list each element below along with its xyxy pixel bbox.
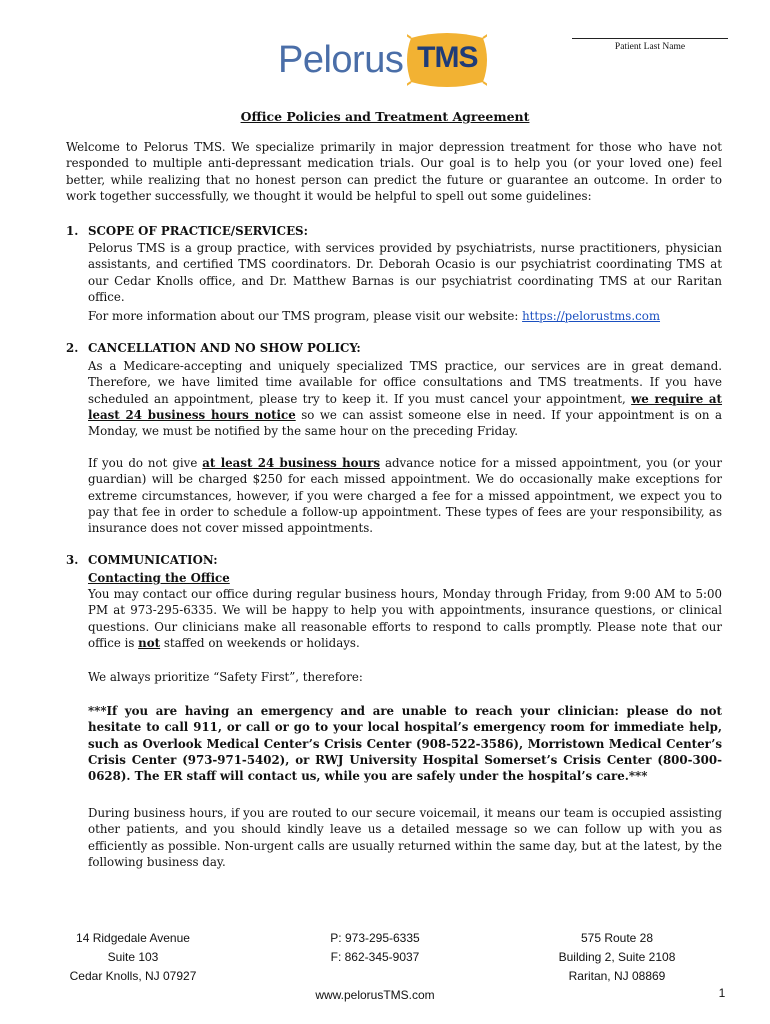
noshow-text-c: advance notice for a missed appointment, you (or your guardian) will be charged $250 for each missed appointment. We do occasionally make exceptions for extreme circumstances, however, if you were charged a fee for a missed appointment, we expect you to pay that fee in order to schedule a follow-up appointment. These types of fees are your responsibility, as insurance does not cover missed appointments.	[88, 456, 722, 536]
cancel-text-c: so we can assist someone else in need. If your appointment is on a Monday, we must be notified by the same hour on the preceding Friday.	[88, 407, 722, 439]
website-intro-text: For more information about our TMS program, please visit our website:	[88, 309, 523, 323]
logo-badge	[407, 32, 487, 88]
cancel-emphasis: we require at least 24 business hours notice	[88, 391, 723, 422]
section-3-paragraph-2: We always prioritize “Safety First”, therefore:	[88, 670, 363, 684]
section-2-paragraph-1	[88, 358, 722, 439]
page-number: 1	[718, 986, 726, 1000]
contact-text-a: You may contact our office during regular business hours, Monday through Friday, from 9:00 AM to 5:00 PM at 973-295-6335. We will be happy to help you with appointments, insurance questions, or clinical questions. Our clinicians make all reasonable efforts to respond to calls promptly. Please note that our office is	[88, 587, 722, 650]
section-3-paragraph-1	[88, 586, 722, 651]
footer-fax: F: 862-345-9037	[330, 950, 420, 964]
emergency-paragraph: ***If you are having an emergency and are unable to reach your clinician: please do not hesitate to call 911, or call or go to your local hospital’s emergency room for immediate help, such as Overlook Medical Center’s Crisis Center (908-522-3586), Morristown Medical Center’s Crisis Center (973-971-5402), or RWJ University Hospital Somerset’s Crisis Center (800-300-0628). The ER staff will contact us, while you are safely under the hospital’s care.***	[88, 704, 722, 784]
section-3-subheading: Contacting the Office	[88, 571, 230, 585]
footer-right-line: Raritan, NJ 08869	[568, 969, 666, 983]
page-title: Office Policies and Treatment Agreement	[240, 109, 530, 124]
section-1-website-line	[88, 308, 722, 324]
contact-text-c: staffed on weekends or holidays.	[160, 635, 360, 650]
footer-phone-fax	[290, 929, 460, 967]
section-1-heading: SCOPE OF PRACTICE/SERVICES:	[88, 224, 308, 238]
footer-right-line: 575 Route 28	[580, 931, 654, 945]
logo-wordmark: Pelorus	[278, 38, 404, 81]
footer-left-line: Cedar Knolls, NJ 07927	[69, 969, 197, 983]
footer-website: www.pelorusTMS.com	[315, 988, 435, 1002]
cancel-text-a: As a Medicare-accepting and uniquely specialized TMS practice, our services are in great demand. Therefore, we have limited time available for office consultations and TMS treatments. If you have scheduled an appointment, please try to keep it. If you must cancel your appointment,	[88, 359, 722, 406]
section-3-number: 3.	[66, 553, 79, 567]
footer-right-line: Building 2, Suite 2108	[558, 950, 676, 964]
contact-not: not	[138, 635, 161, 650]
noshow-text-a: If you do not give	[88, 456, 203, 470]
footer-left-line: 14 Ridgedale Avenue	[76, 931, 190, 945]
section-2-heading: CANCELLATION AND NO SHOW POLICY:	[88, 341, 361, 355]
footer-phone: P: 973-295-6335	[330, 931, 420, 945]
footer-right-address	[532, 929, 702, 986]
pelorus-logo	[278, 30, 487, 90]
intro-paragraph: Welcome to Pelorus TMS. We specialize primarily in major depression treatment for those who have not responded to multiple anti-depressant medication trials. Our goal is to help you (or your loved one) feel better, while realizing that no honest person can predict the future or guarantee an outcome. In order to work together successfully, we thought it would be helpful to spell out some guidelines:	[66, 140, 722, 203]
section-2-paragraph-2	[88, 455, 722, 536]
section-3-paragraph-4: During business hours, if you are routed to our secure voicemail, it means our team is occupied assisting other patients, and you should kindly leave us a detailed message so we can follow up with you as efficiently as possible. Non-urgent calls are usually returned within the same day, but at the latest, by the following business day.	[88, 806, 722, 869]
website-link[interactable]: https://pelorustms.com	[522, 309, 661, 323]
section-2-number: 2.	[66, 341, 79, 355]
section-1-paragraph: Pelorus TMS is a group practice, with services provided by psychiatrists, nurse practitioners, physician assistants, and certified TMS coordinators. Dr. Deborah Ocasio is our psychiatrist coordinating TMS at our Cedar Knolls office, and Dr. Matthew Barnas is our psychiatrist coordinating TMS at our Raritan office.	[88, 241, 722, 304]
patient-last-name-field[interactable]: Patient Last Name	[572, 38, 728, 52]
noshow-emphasis: at least 24 business hours	[202, 456, 380, 470]
section-1-number: 1.	[66, 224, 79, 238]
footer-left-line: Suite 103	[107, 950, 159, 964]
logo-badge-text: TMS	[417, 41, 478, 74]
footer-left-address	[48, 929, 218, 986]
section-3-heading: COMMUNICATION:	[88, 553, 218, 567]
